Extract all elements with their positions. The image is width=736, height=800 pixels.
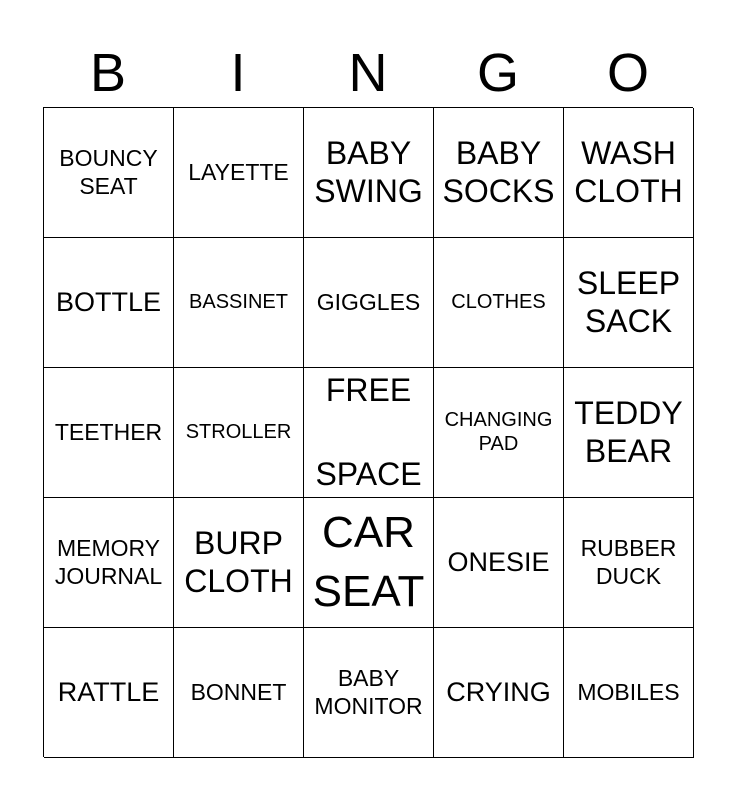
bingo-cell[interactable] bbox=[434, 108, 564, 238]
header-letter-n: N bbox=[348, 43, 388, 103]
bingo-cell[interactable] bbox=[44, 368, 174, 498]
bingo-cell[interactable] bbox=[44, 108, 174, 238]
bingo-cell[interactable] bbox=[44, 498, 174, 628]
bingo-cell[interactable] bbox=[434, 238, 564, 368]
cell-label: TEETHER bbox=[54, 418, 163, 445]
bingo-cell[interactable] bbox=[174, 628, 304, 758]
bingo-cell[interactable] bbox=[174, 108, 304, 238]
bingo-cell[interactable] bbox=[434, 628, 564, 758]
cell-label: MOBILES bbox=[577, 678, 680, 705]
bingo-cell[interactable] bbox=[564, 238, 694, 368]
cell-label: CRYING bbox=[446, 676, 551, 707]
cell-label: BABY SWING bbox=[314, 134, 423, 209]
cell-label: RATTLE bbox=[57, 676, 160, 707]
bingo-cell[interactable] bbox=[564, 368, 694, 498]
bingo-cell[interactable] bbox=[564, 498, 694, 628]
bingo-cell[interactable] bbox=[304, 498, 434, 628]
free-space-label: FREE SPACE bbox=[315, 372, 422, 492]
cell-label: GIGGLES bbox=[316, 288, 421, 315]
bingo-cell[interactable] bbox=[304, 238, 434, 368]
bingo-cell[interactable] bbox=[44, 238, 174, 368]
cell-label: BASSINET bbox=[189, 290, 288, 313]
bingo-cell[interactable] bbox=[564, 628, 694, 758]
bingo-cell[interactable] bbox=[174, 498, 304, 628]
cell-label: BONNET bbox=[190, 678, 287, 705]
cell-label: LAYETTE bbox=[188, 158, 289, 185]
cell-label: CHANGING PAD bbox=[444, 408, 553, 455]
cell-label: SLEEP SACK bbox=[576, 264, 681, 339]
cell-label: RUBBER DUCK bbox=[580, 535, 677, 589]
cell-label: BOUNCY SEAT bbox=[59, 145, 158, 199]
bingo-cell[interactable] bbox=[304, 628, 434, 758]
bingo-cell[interactable] bbox=[174, 368, 304, 498]
bingo-board bbox=[43, 107, 693, 757]
bingo-cell[interactable] bbox=[304, 108, 434, 238]
cell-label: ONESIE bbox=[447, 546, 550, 577]
header-letter-b: B bbox=[89, 43, 127, 103]
cell-label: TEDDY BEAR bbox=[574, 394, 683, 469]
cell-label: STROLLER bbox=[185, 420, 292, 443]
bingo-cell[interactable] bbox=[434, 498, 564, 628]
bingo-cell[interactable] bbox=[434, 368, 564, 498]
header-letter-o: O bbox=[606, 43, 649, 103]
cell-label: MEMORY JOURNAL bbox=[54, 535, 163, 589]
cell-label: BABY SOCKS bbox=[442, 134, 555, 209]
cell-label: BABY MONITOR bbox=[314, 665, 423, 719]
bingo-header bbox=[43, 40, 693, 106]
bingo-cell[interactable] bbox=[564, 108, 694, 238]
cell-label: BOTTLE bbox=[55, 286, 162, 317]
header-letter-i: I bbox=[230, 43, 246, 103]
cell-label: CAR SEAT bbox=[312, 508, 425, 616]
cell-label: WASH CLOTH bbox=[574, 134, 683, 209]
free-space-cell[interactable] bbox=[304, 368, 434, 498]
cell-label: BURP CLOTH bbox=[184, 524, 293, 599]
header-letter-g: G bbox=[476, 43, 519, 103]
bingo-cell[interactable] bbox=[174, 238, 304, 368]
bingo-cell[interactable] bbox=[44, 628, 174, 758]
cell-label: CLOTHES bbox=[451, 290, 546, 313]
